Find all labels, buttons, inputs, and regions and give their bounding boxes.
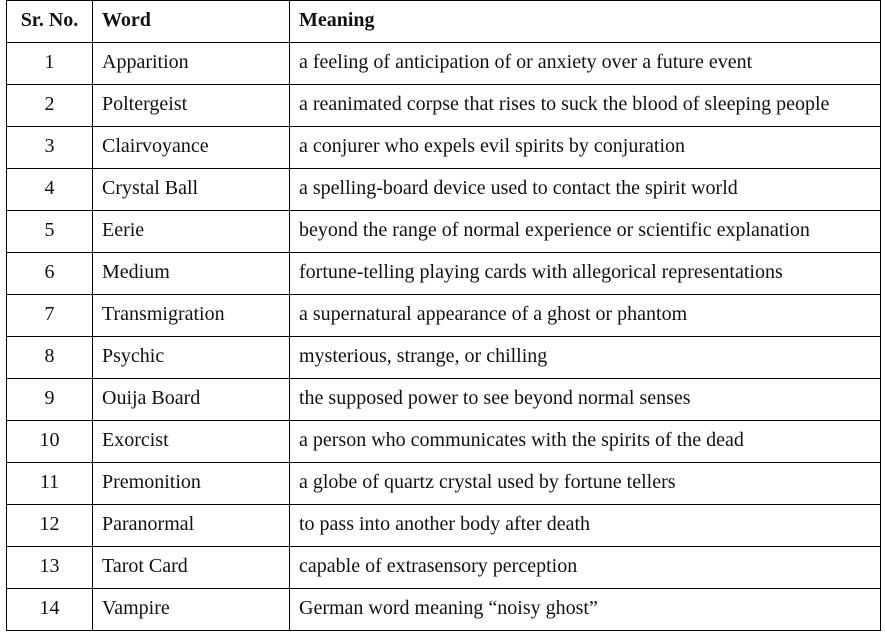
row-meaning: mysterious, strange, or chilling [290,337,881,379]
row-word: Exorcist [93,421,290,463]
row-number: 10 [7,421,93,463]
vocabulary-table [6,0,881,631]
header-meaning: Meaning [290,1,881,43]
row-meaning: a reanimated corpse that rises to suck the blood of sleeping people [290,85,881,127]
row-meaning: to pass into another body after death [290,505,881,547]
table-row [7,295,881,337]
row-meaning: German word meaning “noisy ghost” [290,589,881,631]
row-meaning: a supernatural appearance of a ghost or phantom [290,295,881,337]
row-word: Transmigration [93,295,290,337]
row-word: Psychic [93,337,290,379]
row-word: Vampire [93,589,290,631]
row-number: 9 [7,379,93,421]
row-number: 13 [7,547,93,589]
row-meaning: beyond the range of normal experience or scientific explanation [290,211,881,253]
header-word: Word [93,1,290,43]
row-number: 8 [7,337,93,379]
row-meaning: a spelling-board device used to contact the spirit world [290,169,881,211]
row-number: 5 [7,211,93,253]
row-word: Crystal Ball [93,169,290,211]
row-number: 12 [7,505,93,547]
row-number: 6 [7,253,93,295]
table-row [7,421,881,463]
row-number: 14 [7,589,93,631]
row-meaning: fortune-telling playing cards with allegorical representations [290,253,881,295]
header-sr-no: Sr. No. [7,1,93,43]
row-word: Premonition [93,463,290,505]
row-word: Tarot Card [93,547,290,589]
row-meaning: a conjurer who expels evil spirits by conjuration [290,127,881,169]
row-word: Apparition [93,43,290,85]
row-number: 4 [7,169,93,211]
table-row [7,253,881,295]
table-row [7,85,881,127]
table-row [7,43,881,85]
table-row [7,547,881,589]
table-row [7,169,881,211]
table-row [7,379,881,421]
table-row [7,127,881,169]
row-number: 1 [7,43,93,85]
row-meaning: capable of extrasensory perception [290,547,881,589]
row-number: 11 [7,463,93,505]
row-meaning: a globe of quartz crystal used by fortune tellers [290,463,881,505]
table-row [7,211,881,253]
row-word: Poltergeist [93,85,290,127]
row-word: Clairvoyance [93,127,290,169]
header-row [7,1,881,43]
row-number: 7 [7,295,93,337]
table-header [7,1,881,43]
row-number: 2 [7,85,93,127]
table-row [7,337,881,379]
row-word: Eerie [93,211,290,253]
row-number: 3 [7,127,93,169]
row-word: Paranormal [93,505,290,547]
row-word: Medium [93,253,290,295]
table-row [7,589,881,631]
row-word: Ouija Board [93,379,290,421]
table-row [7,463,881,505]
table-body [7,43,881,631]
row-meaning: a feeling of anticipation of or anxiety over a future event [290,43,881,85]
row-meaning: the supposed power to see beyond normal senses [290,379,881,421]
table-row [7,505,881,547]
row-meaning: a person who communicates with the spirits of the dead [290,421,881,463]
